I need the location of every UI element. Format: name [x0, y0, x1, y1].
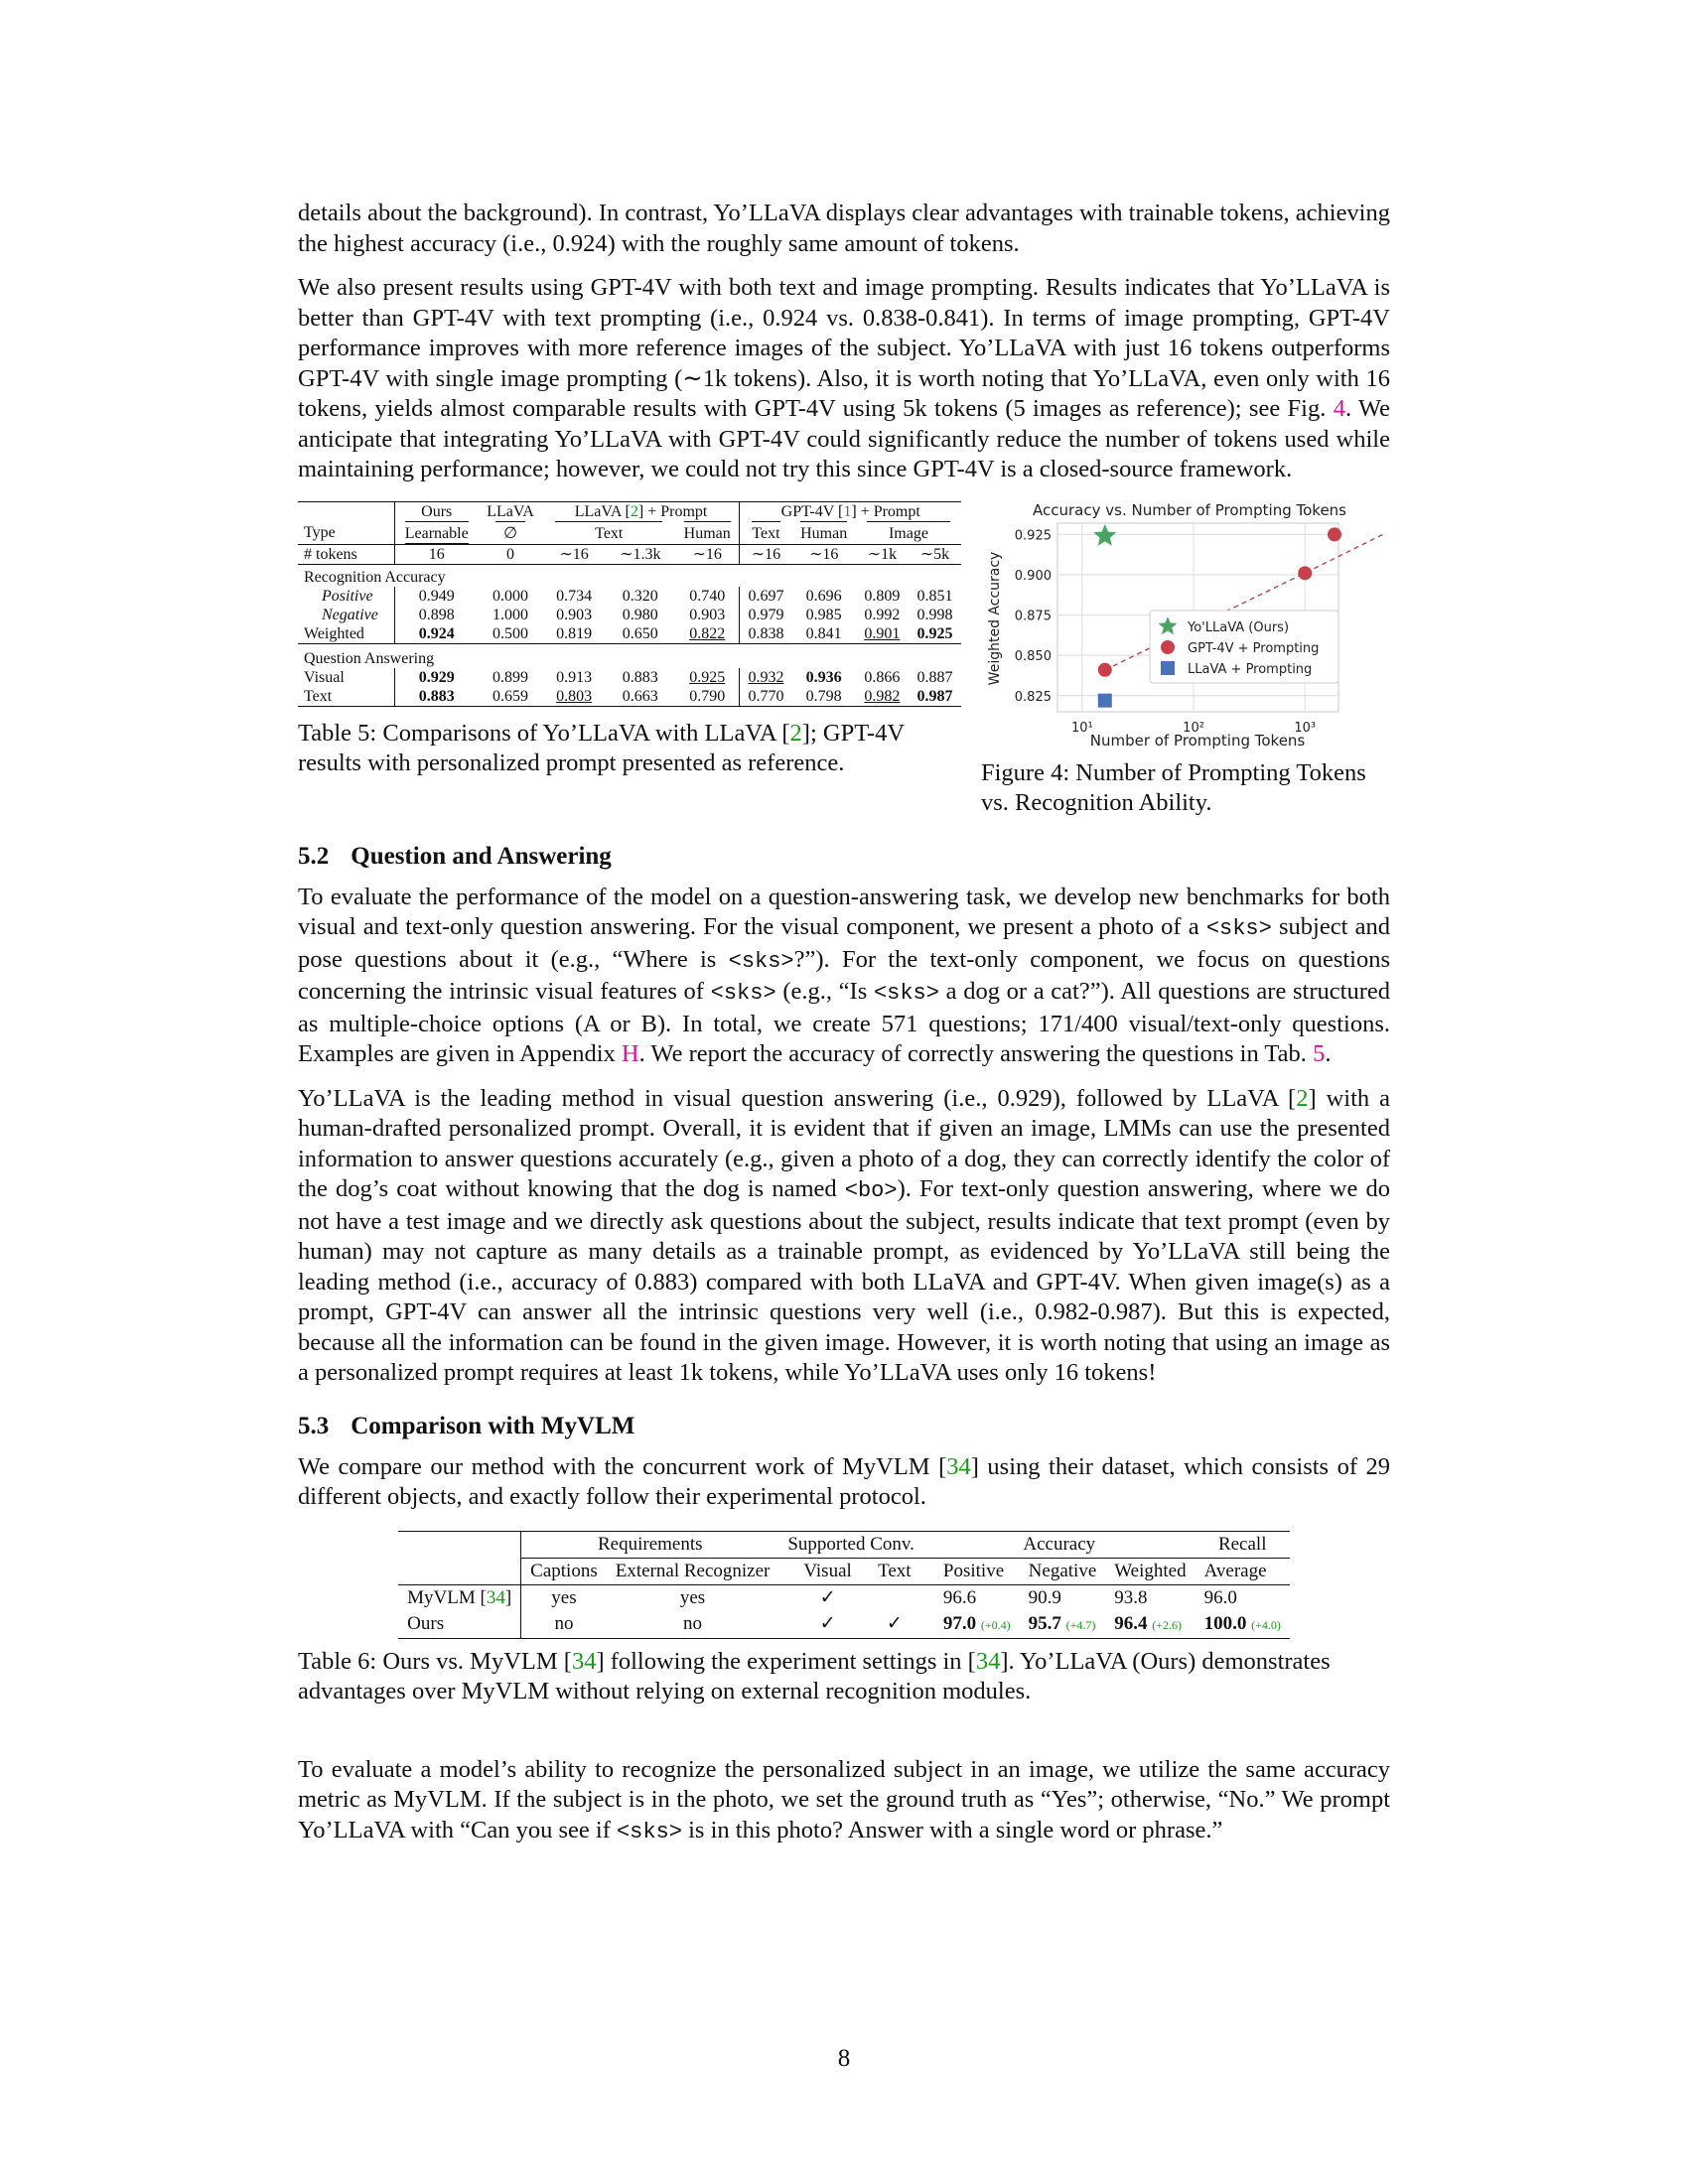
section-number: 5.3 — [298, 1412, 330, 1439]
chart-legend — [1150, 611, 1338, 683]
citation-link[interactable]: 34 — [975, 1647, 1001, 1675]
t5-cell: 0.899 — [492, 668, 529, 686]
t5-cell: 0.932 — [740, 668, 791, 687]
t5-cell: 0.985 — [805, 606, 842, 623]
t6-h-weighted: Weighted — [1105, 1558, 1195, 1584]
t5-row-label: Weighted — [304, 624, 364, 642]
token-bo: <bo> — [844, 1178, 898, 1203]
appendix-ref-link[interactable]: H — [621, 1040, 639, 1067]
t5-cell: 0.650 — [622, 624, 658, 642]
t6-cell: 96.0 — [1203, 1586, 1237, 1608]
t5-cell: 0.925 — [689, 668, 726, 686]
paragraph-3: To evaluate the performance of the model on a question-answering task, we develop new benchmarks for both visual and text-only question answering. For the visual component, we present a photo of a <sks> subject and pose questions about it (e.g., “Where is <sks>?”). For the text-only component, we focus on questions concerning the intrinsic visual features of <sks> (e.g., “Is <sks> a dog or a cat?”). All questions are structured as multiple-choice options (A or B). In total, we create 571 questions; 171/400 visual/text-only questions. Examples are given in Appendix H. We report the accuracy of correctly answering the questions in Tab. 5. — [298, 883, 1390, 1067]
t5-row-text — [298, 687, 961, 707]
t6-row-ours — [398, 1611, 1290, 1639]
t5-group-ours: Ours — [394, 501, 478, 521]
y-tick-label: 0.850 — [1014, 648, 1052, 664]
t5-cell: 0.929 — [394, 668, 478, 687]
t6-cell: 95.7 (+4.7) — [1028, 1612, 1096, 1634]
t5-row-weighted — [298, 624, 961, 644]
t5-row-label: Text — [304, 687, 333, 705]
t5-cell: 0.903 — [689, 606, 726, 623]
figure-ref-link[interactable]: 4 — [1333, 395, 1345, 422]
t6-h-visual: Visual — [778, 1558, 865, 1584]
t5-cell: 0.883 — [622, 668, 658, 686]
section-title: Comparison with MyVLM — [351, 1412, 635, 1439]
t5-token-cell: 0 — [506, 545, 515, 563]
chart-title: Accuracy vs. Number of Prompting Tokens — [1033, 500, 1346, 519]
token-sks: <sks> — [873, 981, 939, 1006]
t5-cell: 0.697 — [740, 587, 791, 606]
legend-marker — [1161, 640, 1175, 654]
t6-cell: no — [521, 1611, 607, 1639]
x-axis-label: Number of Prompting Tokens — [1089, 731, 1306, 750]
t5-cell: 0.770 — [740, 687, 791, 707]
paragraph-2-text-b: . We anticipate that integrating Yo’LLaVA with GPT-4V could significantly reduce the number of tokens used while maintaining performance; however, we could not try this since GPT-4V is a closed-source framework. — [298, 395, 1390, 482]
t6-group-accuracy: Accuracy — [1023, 1533, 1096, 1555]
y-tick-label: 0.925 — [1014, 527, 1052, 543]
x-tick-label: 10³ — [1294, 720, 1317, 736]
table5-figure4-row — [298, 499, 1390, 819]
t5-cell: 0.734 — [556, 587, 593, 605]
figure-4-chart — [981, 499, 1390, 753]
figure-4-block — [981, 499, 1390, 819]
t6-cell: 100.0 (+4.0) — [1203, 1612, 1281, 1634]
t5-row-positive — [298, 587, 961, 606]
table-6 — [398, 1531, 1290, 1639]
t5-cell: 0.887 — [916, 668, 953, 686]
data-point — [1098, 662, 1112, 676]
t5-cell: 0.992 — [864, 606, 901, 623]
legend-label: LLaVA + Prompting — [1188, 661, 1313, 677]
table-5 — [298, 501, 961, 707]
t5-cell: 0.740 — [689, 587, 726, 605]
data-point — [1298, 566, 1312, 580]
t6-cell: 97.0 (+0.4) — [942, 1612, 1011, 1634]
data-point — [1098, 693, 1112, 707]
t5-cell: 0.803 — [556, 687, 593, 705]
t5-cell: 0.980 — [622, 606, 658, 623]
t5-type-learnable: Learnable — [405, 521, 469, 544]
t6-h-neg: Negative — [1020, 1558, 1106, 1584]
token-sks: <sks> — [1205, 916, 1272, 941]
citation-link[interactable]: 2 — [1296, 1084, 1309, 1112]
t5-cell: 0.936 — [805, 668, 842, 686]
t6-cell: no — [683, 1613, 703, 1634]
t5-cell: 0.851 — [916, 587, 953, 605]
t6-cell — [866, 1584, 923, 1611]
t5-cell: 0.901 — [864, 624, 901, 642]
t5-tokens-label: # tokens — [304, 545, 357, 563]
paper-page — [298, 199, 1390, 1861]
section-5-2-heading — [298, 843, 1390, 871]
section-5-3-heading — [298, 1413, 1390, 1440]
t5-cell: 0.987 — [916, 687, 953, 705]
t6-h-ext: External Recognizer — [607, 1558, 779, 1584]
table-ref-link[interactable]: 5 — [1313, 1040, 1326, 1067]
t5-row-visual — [298, 668, 961, 687]
t5-cell: 0.979 — [740, 606, 791, 624]
citation-link[interactable]: 34 — [571, 1647, 597, 1675]
t5-cell: 0.838 — [740, 624, 791, 644]
t5-token-cell: ∼1.3k — [620, 545, 661, 563]
y-axis-label: Weighted Accuracy — [987, 551, 1003, 685]
t5-cell: 0.924 — [394, 624, 478, 644]
t5-type-human2: Human — [800, 521, 847, 543]
t5-token-cell: ∼5k — [919, 545, 950, 563]
y-tick-label: 0.825 — [1014, 689, 1052, 705]
paragraph-2-text-a: We also present results using GPT-4V with both text and image prompting. Results indicates that Yo’LLaVA is better than GPT-4V with text prompting (i.e., 0.924 vs. 0.838-0.841). In terms of image prompting, GPT-4V performance improves with more reference images of the subject. Yo’LLaVA with just 16 tokens outperforms GPT-4V with single image prompting (∼1k tokens). Also, it is worth noting that Yo’LLaVA, even only with 16 tokens, yields almost comparable results with GPT-4V using 5k tokens (5 images as reference); see Fig. — [298, 274, 1390, 422]
t5-cell: 0.883 — [394, 687, 478, 707]
legend-label: GPT-4V + Prompting — [1188, 640, 1320, 656]
page-number: 8 — [837, 2045, 851, 2072]
t5-cell: 0.998 — [916, 606, 953, 623]
t6-cell: yes — [679, 1586, 706, 1608]
y-tick-label: 0.900 — [1014, 568, 1052, 584]
t5-token-cell: ∼1k — [867, 545, 898, 563]
t5-row-label: Visual — [304, 668, 345, 686]
t6-h-text: Text — [866, 1558, 923, 1584]
t5-cell: 0.822 — [689, 624, 726, 642]
t6-h-pos: Positive — [923, 1558, 1020, 1584]
t5-cell: 0.790 — [689, 687, 726, 705]
t5-row-label: Negative — [322, 606, 378, 623]
citation-link[interactable]: 2 — [630, 502, 638, 520]
t5-token-cell: ∼16 — [740, 544, 791, 564]
t5-cell: 0.000 — [492, 587, 529, 605]
data-point — [1328, 527, 1341, 541]
t5-qa-header: Question Answering — [304, 649, 435, 667]
legend-label: Yo'LLaVA (Ours) — [1188, 619, 1290, 635]
t6-cell: 93.8 — [1114, 1586, 1148, 1608]
legend-marker — [1161, 661, 1175, 675]
t5-cell: 0.913 — [556, 668, 593, 686]
table-5-caption: Table 5: Comparisons of Yo’LLaVA with LLaVA [2]; GPT-4V results with personalized prompt presented as reference. — [298, 719, 905, 776]
paragraph-1: details about the background). In contrast, Yo’LLaVA displays clear advantages with trainable tokens, achieving the highest accuracy (i.e., 0.924) with the roughly same amount of tokens. — [298, 200, 1390, 257]
t5-type-text2: Text — [752, 521, 779, 543]
t5-type-text: Text — [555, 521, 662, 543]
t6-cell: 96.4 (+2.6) — [1114, 1612, 1183, 1634]
x-tick-label: 10¹ — [1071, 720, 1093, 736]
t5-type-label: Type — [304, 523, 336, 541]
t5-token-cell: ∼16 — [808, 545, 839, 563]
table5-block — [298, 499, 961, 819]
citation-link[interactable]: 34 — [946, 1452, 971, 1480]
t5-cell: 0.663 — [622, 687, 658, 705]
token-sks: <sks> — [616, 1819, 682, 1844]
paragraph-2 — [298, 273, 1390, 485]
t5-cell: 0.949 — [394, 587, 478, 606]
t5-cell: 0.866 — [864, 668, 901, 686]
section-number: 5.2 — [298, 842, 330, 870]
table-6-caption: Table 6: Ours vs. MyVLM [34] following the experiment settings in [34]. Yo’LLaVA (Ours) demonstrates advantages over MyVLM without relying on external recognition modules. — [298, 1647, 1331, 1705]
section-title: Question and Answering — [351, 842, 612, 870]
t5-cell: 0.696 — [805, 587, 842, 605]
t6-row-myvlm — [398, 1584, 1290, 1611]
paragraph-6: To evaluate a model’s ability to recognize the personalized subject in an image, we utilize the same accuracy metric as MyVLM. If the subject is in the photo, we set the ground truth as “Yes”; otherwise, “No.” We prompt Yo’LLaVA with “Can you see if <sks> is in this photo? Answer with a single word or phrase.” — [298, 1755, 1390, 1844]
t5-token-cell: ∼16 — [559, 545, 589, 563]
t5-type-image: Image — [867, 521, 950, 543]
t5-cell: 0.809 — [864, 587, 901, 605]
paragraph-4: Yo’LLaVA is the leading method in visual question answering (i.e., 0.929), followed by LLaVA [2] with a human-drafted personalized prompt. Overall, it is evident that if given an image, LMMs can use the presented information to answer questions accurately (e.g., given a photo of a dog, they can correctly identify the color of the dog’s coat without knowing that the dog is named <bo>). For text-only question answering, where we do not have a test image and we directly ask questions about the subject, results indicate that text prompt (even by human) may not capture as many details as a trainable prompt, as evidenced by Yo’LLaVA still being the leading method (i.e., accuracy of 0.883) compared with both LLaVA and GPT-4V. When given image(s) as a prompt, GPT-4V can answer all the intrinsic questions very well (i.e., 0.982-0.987). But this is expected, because all the information can be found in the given image. However, it is worth noting that using an image as a personalized prompt requires at least 1k tokens, while Yo’LLaVA uses only 16 tokens! — [298, 1084, 1391, 1386]
t5-type-human: Human — [684, 521, 731, 543]
t5-token-cell: 16 — [394, 544, 478, 564]
t6-group-recall: Recall — [1217, 1533, 1267, 1555]
t5-recognition-header: Recognition Accuracy — [304, 568, 446, 586]
t5-group-llava-prompt: LLaVA [2] + Prompt — [574, 502, 708, 520]
t5-cell: 0.659 — [492, 687, 529, 705]
checkmark-icon: ✓ — [819, 1613, 836, 1634]
t6-cell: 96.6 — [942, 1586, 977, 1608]
t5-row-label: Positive — [322, 587, 373, 605]
t5-token-cell: ∼16 — [692, 545, 722, 563]
t5-cell: 0.841 — [805, 624, 842, 642]
checkmark-icon: ✓ — [886, 1613, 903, 1634]
x-tick-label: 10² — [1183, 720, 1204, 736]
t5-cell: 0.898 — [394, 606, 478, 624]
t6-h-avg: Average — [1196, 1558, 1290, 1584]
t5-cell: 0.982 — [864, 687, 901, 705]
t5-cell: 0.903 — [556, 606, 593, 623]
t6-h-captions: Captions — [521, 1558, 607, 1584]
t6-cell: yes — [521, 1584, 607, 1611]
y-tick-labels — [1015, 528, 1052, 704]
t5-cell: 1.000 — [492, 606, 529, 623]
token-sks: <sks> — [710, 981, 776, 1006]
token-sks: <sks> — [728, 948, 794, 974]
t5-cell: 0.500 — [492, 624, 529, 642]
t5-type-empty: ∅ — [495, 521, 525, 543]
t5-group-gpt: GPT-4V [1] + Prompt — [740, 501, 961, 521]
citation-link[interactable]: 2 — [789, 719, 802, 747]
t6-group-requirements: Requirements — [521, 1531, 779, 1558]
t6-row-label: MyVLM [34] — [407, 1586, 512, 1608]
figure-4-caption: Figure 4: Number of Prompting Tokens vs. Recognition Ability. — [981, 758, 1366, 816]
t5-row-negative — [298, 606, 961, 624]
t6-row-label: Ours — [407, 1613, 445, 1634]
t6-group-conv: Supported Conv. — [787, 1533, 914, 1555]
t5-cell: 0.925 — [916, 624, 953, 642]
t5-group-llava: LLaVA — [487, 502, 534, 520]
t6-cell: 90.9 — [1028, 1586, 1061, 1608]
t5-cell: 0.819 — [556, 624, 593, 642]
paragraph-5: We compare our method with the concurrent work of MyVLM [34] using their dataset, which consists of 29 different objects, and exactly follow their experimental protocol. — [298, 1452, 1391, 1510]
t5-cell: 0.798 — [805, 687, 842, 705]
y-tick-label: 0.875 — [1014, 609, 1052, 624]
checkmark-icon: ✓ — [819, 1586, 836, 1608]
t5-cell: 0.320 — [622, 587, 658, 605]
citation-link[interactable]: 1 — [843, 502, 852, 520]
citation-link[interactable]: 34 — [486, 1586, 505, 1608]
